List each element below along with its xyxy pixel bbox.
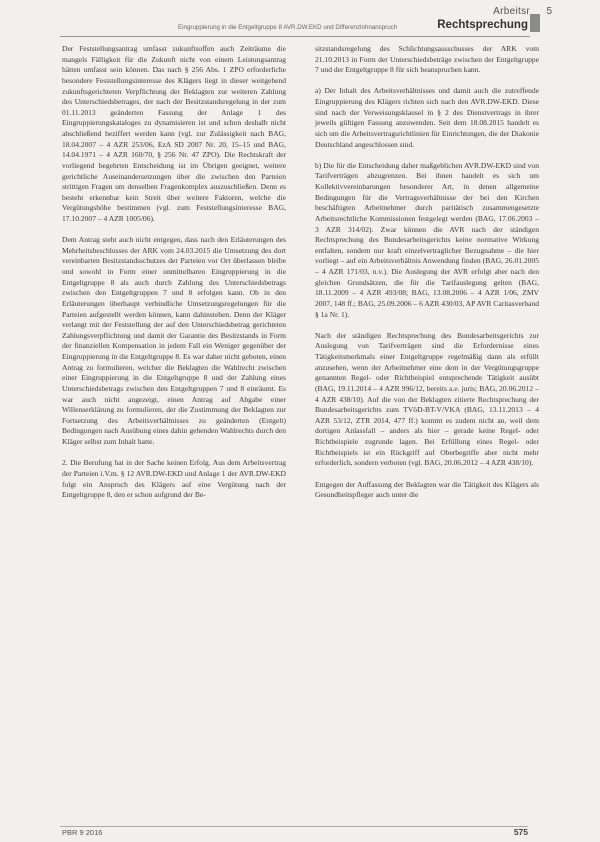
footer-journal: PBR 9 2016 <box>62 828 103 837</box>
left-paragraph-3: 2. Die Berufung hat in der Sache keinen Erfolg. Aus dem Arbeitsvertrag der Parteien i.V.m. § 12 AVR.DW-EKD und Anlage 1 der AVR.DW-EKD folgt ein Anspruch des Klägers auf eine Vergütung nach der Entgeltgruppe 8, den er schon aufgrund der Be- <box>62 458 286 500</box>
header-page-mark: 5 <box>546 6 552 17</box>
left-paragraph-1: Der Feststellungsantrag umfasst zukunftsoffen auch Zeiträume die mangels Fälligkeit für die Zukunft nicht von einem Leistungsantrag hätten umfasst sein können. Das nach § 256 Abs. 1 ZPO erforderliche besondere Feststellungsinteresse des Klägers liegt in dieser weitgehend zukunftsgerichteten Verpflichtung der Beklagten zur weiteren Zahlung des Unterschiedsbetrages, der nach der Besitzstandsregelung in der zum 01.11.2013 geänderten Fassung der Anlage 1 des Eingruppierungskataloges zu dynamisieren ist und schon deshalb nicht abschließend beziffert werden kann (vgl. zur Zulässigkeit nach BAG, 18.04.2007 – 4 AZR 253/06, EzA SD 2007 Nr. 20, 15–15 und BAG, 14.04.1971 – 4 AZR 160/70, § 256 Nr. 47 ZPO). Die Rechtskraft der vorliegend begehrten Entscheidung ist im Übrigen geeignet, weitere gerichtliche Auseinandersetzungen über die zwischen den Parteien strittigen Fragen um denselben Fragenkomplex auszuschließen. Denn es besteht erkennbar kein Streit über weitere Faktoren, welche die Vergütungshöhe bestimmen (vgl. zum Feststellungsinteresse BAG, 17.10.2007 – 4 AZR 1005/06). <box>62 44 286 223</box>
footer-rule <box>60 826 528 827</box>
right-paragraph-1: sitzstandsregelung des Schlichtungsausschusses der ARK vom 21.10.2013 in Form der Unterschiedsbeträge zwischen der Entgeltgruppe 7 und der Entgeltgruppe 8 für sich beanspruchen kann. <box>315 44 539 75</box>
right-paragraph-5: Entgegen der Auffassung der Beklagten war die Tätigkeit des Klägers als Gesundheitspfleger auch unter die <box>315 479 539 500</box>
right-column <box>315 44 539 511</box>
right-paragraph-4: Nach der ständigen Rechtsprechung des Bundesarbeitsgerichts zur Auslegung von Tarifverträgen sind die Erfordernisse eines Tätigkeitsmerkmals einer Entgeltgruppe regelmäßig dann als erfüllt anzusehen, wenn der Arbeitnehmer eine dem in der Vergütungsgruppe genannten Regel- oder Richtbeispiel entsprechende Tätigkeit ausübt (BAG, 19.11.2014 – 4 AZR 996/12, bereits a.e. juris; BAG, 20.06.2012 – 4 AZR 438/10). Auf die von der Beklagten zitierte Rechtsprechung der Bundesarbeitsgerichts zum TVöD-BT-V/VKA (BAG, 13.11.2013 – 4 AZR 53/12, ZTR 2014, 477 ff.) kommt es zudem nicht an, weil dem dortigen Anlassfall – anders als hier – gerade keine Regel- oder Richtbeispiele zugrunde lagen. Bei Erfüllung eines Regel- oder Richtbeispiels ist ein Rückgriff auf Oberbegriffe aber nicht mehr erforderlich, sondern verboten (vgl. BAG, 20.06.2012 – 4 AZR 438/10). <box>315 330 539 468</box>
left-column <box>62 44 286 511</box>
header-subtitle: Eingruppierung in die Entgeltgruppe 8 AVR.DW.EKD und Differenzlohnanspruch <box>178 24 398 31</box>
header-section: Arbeitsr <box>493 6 530 17</box>
header-tab-marker <box>530 14 540 32</box>
header-rubric: Rechtsprechung <box>437 19 528 31</box>
footer-page-number: 575 <box>513 827 528 837</box>
left-paragraph-2: Dem Antrag steht auch nicht entgegen, dass nach den Erläuterungen des Mehrheitsbeschlusses der ARK vom 24.03.2015 die Umsetzung des dort vereinbarten Besitzstandsschutzes der Parteien vor Ort überlassen bleibe und sowohl in Form einer unmittelbaren Eingruppierung in die Entgeltgruppe 8 als auch durch Zahlung des Unterschiedsbetrags zwischen den Entgeltgruppen 7 und 8 erfolgen kann. Ob in den Erläuterungen überhaupt verbindliche Umsetzungsregelungen für die Parteien aufgestellt werden können, kann dahinstehen. Denn der Kläger verlangt mit der Feststellung der auf den Unterschiedsbetrag gerichteten Zahlungsverpflichtung und damit der Garantie des Besitzstands in Form der finanziellen Kompensation in jedem Fall ein Weniger gegenüber der Eingruppierung in die Entgeltgruppe 8. Es war daher nicht geboten, einen Antrag zu formulieren, welcher die Beklagten die Wahlrecht zwischen einer Eingruppierung in die Entgeltgruppe 8 und der Zahlung eines Unterschiedsbetrags zwischen den Entgeltgruppen 7 und 8 einräumt. Es war auch nicht angezeigt, einen Antrag auf Abgabe einer Willenserklärung zu formulieren, der die Zustimmung der Beklagten zur Fortsetzung des Arbeitsverhältnisses zu geänderten (Entgelt) Bedingungen nach Ausübung eines dahin gehenden Wahlrechts durch den Kläger selbst zum Inhalt hatte. <box>62 235 286 447</box>
right-paragraph-3: b) Die für die Entscheidung daher maßgeblichen AVR.DW-EKD sind von Tarifverträgen abzugrenzen. Bei ihnen handelt es sich um Kollektivvereinbarungen besonderer Art, in denen allgemeine Bedingungen für die Vertragsverhältnisse der bei den Kirchen beschäftigten Arbeitnehmer durch paritätisch zusammengesetzte Arbeitsrechtliche Kommissionen festgelegt werden (BAG, 17.06.2003 – 3 AZR 314/02). Zwar können die AVR nach der ständigen Rechtsprechung des Bundesarbeitsgerichts keine normative Wirkung entfalten, sondern nur kraft einzelvertraglicher Bezugnahme – die hier vorliegt – auf ein Arbeitsverhältnis Anwendung finden (BAG, 26.01.2005 – 4 AZR 171/03, n.v.). Die Auslegung der AVR erfolgt aber nach den gleichen Grundsätzen, die für die Tarifauslegung gelten (BAG, 18.11.2009 – 4 AZR 493/08; BAG, 13.08.2006 – 4 AZR 1/06, ZMV 2007, 148 ff.; BAG, 25.09.2006 – 6 AZR 430/03, AP AVR Caritasverband § 1a Nr. 1). <box>315 160 539 319</box>
header-rule <box>60 36 530 37</box>
right-paragraph-2: a) Der Inhalt des Arbeitsverhältnisses und damit auch die zutreffende Eingruppierung des Klägers richten sich nach den AVR.DW-EKD. Diese sind nach der Verweisungsklausel in § 2 des Dienstvertrags in ihrer jeweils gültigen Fassung anzuwenden. Seit dem 18.08.2015 handelt es sich um die Arbeitsvertragsrichtlinien für Einrichtungen, die der Diakonie Deutschland angeschlossen sind. <box>315 86 539 149</box>
